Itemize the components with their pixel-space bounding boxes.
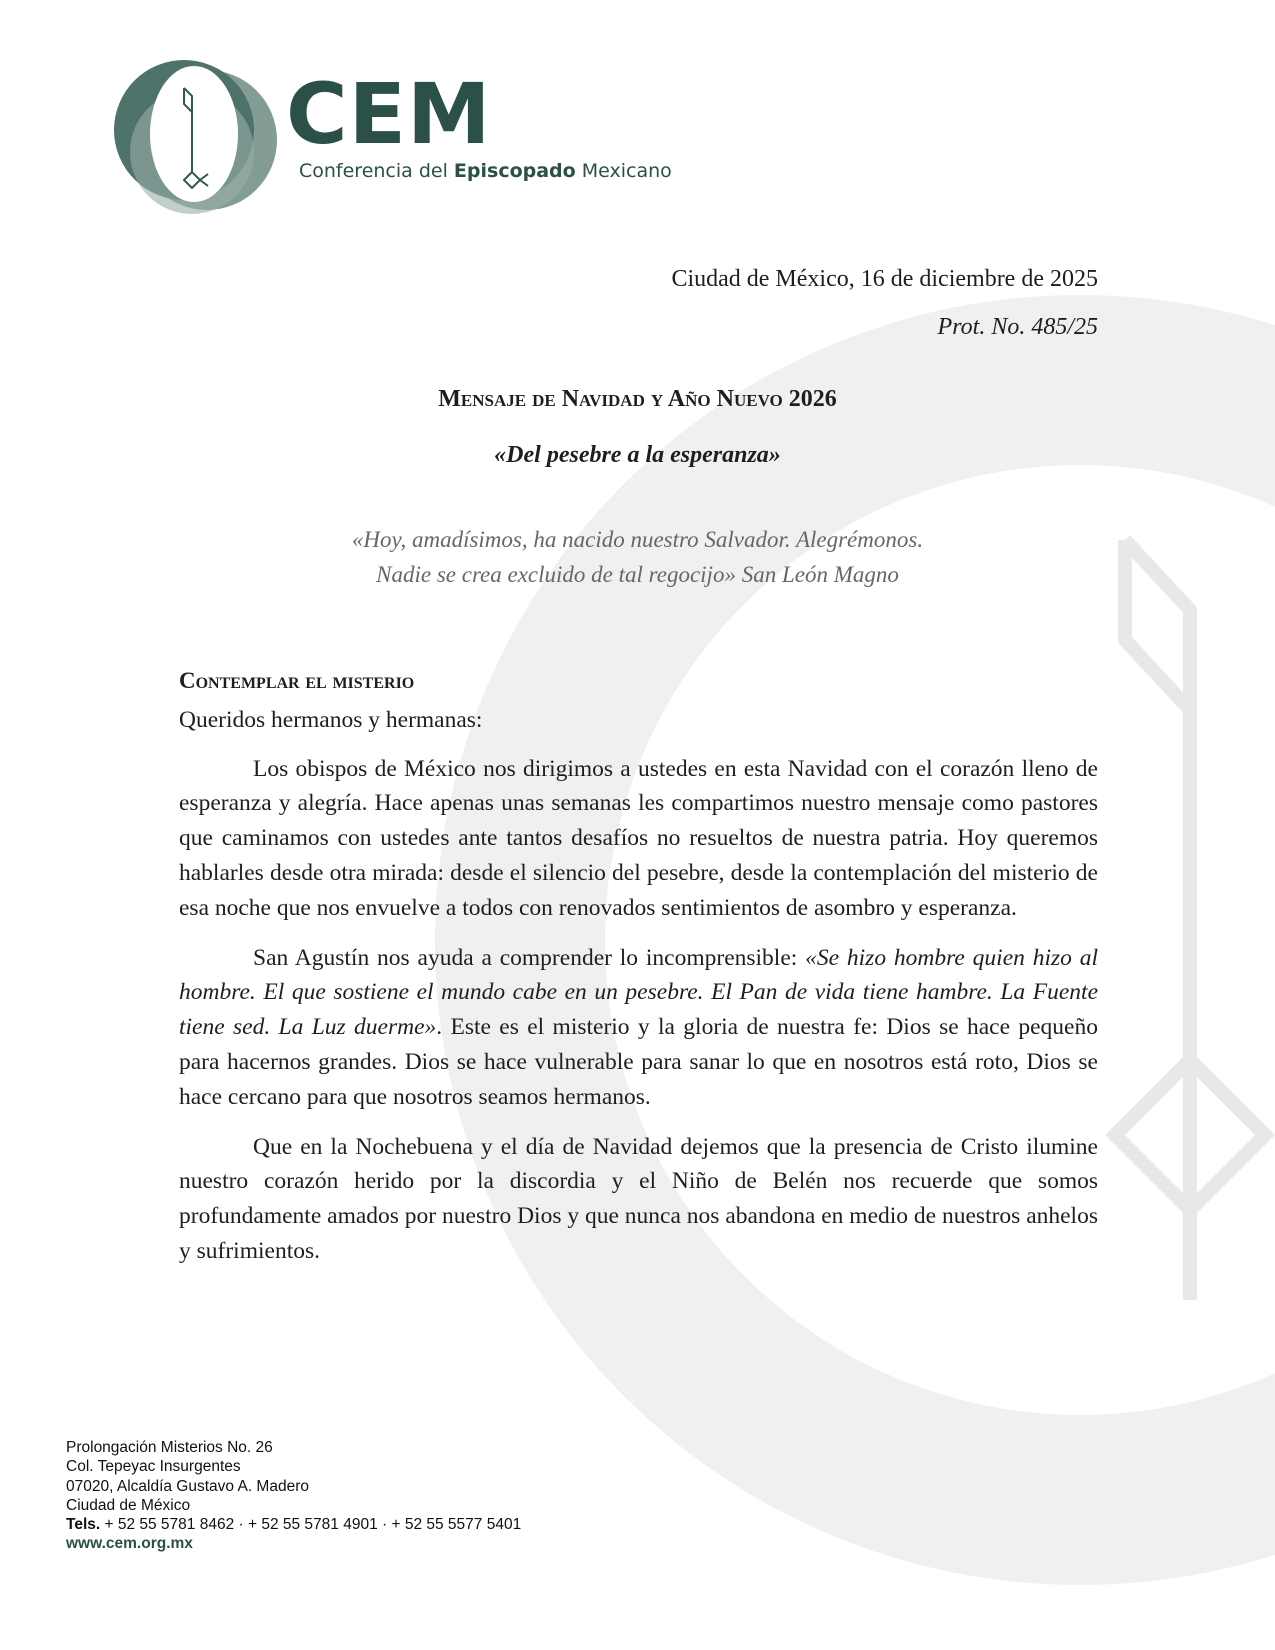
epigraph-line: Nadie se crea excluido de tal regocijo» San León Magno — [376, 562, 899, 587]
document-subtitle: «Del pesebre a la esperanza» — [494, 442, 781, 468]
epigraph — [0, 522, 1275, 592]
address-line: Prolongación Misterios No. 26 — [66, 1439, 273, 1456]
paragraph: San Agustín nos ayuda a comprender lo incomprensible: «Se hizo hombre quien hizo al hombre. El que sostiene el mundo cabe en un pesebre. El Pan de vida tiene hambre. La Fuente tiene sed. La Luz duerme». Este es el misterio y la gloria de nuestra fe: Dios se hace pequeño para hacernos grandes. Dios se hace vulnerable para sanar lo que en nosotros está roto, Dios se hace cercano para que nosotros seamos hermanos. — [179, 944, 1098, 1110]
section-heading: Contemplar el misterio — [179, 668, 415, 693]
letter-body — [179, 664, 1098, 1284]
letter-date: Ciudad de México, 16 de diciembre de 2025 — [671, 266, 1098, 292]
address-line: Ciudad de México — [66, 1496, 191, 1514]
paragraph: Los obispos de México nos dirigimos a ustedes en esta Navidad con el corazón lleno de esperanza y alegría. Hace apenas unas semanas les compartimos nuestro mensaje como pastores que caminamos con ustedes ante tantos desafíos no resueltos de nuestra patria. Hoy queremos hablarles desde otra mirada: desde el silencio del pesebre, desde la contemplación del misterio de esa noche que nos envuelve a todos con renovados sentimientos de asombro y esperanza. — [179, 755, 1098, 921]
greeting: Queridos hermanos y hermanas: — [179, 706, 483, 733]
address-line: 07020, Alcaldía Gustavo A. Madero — [66, 1477, 309, 1495]
phone-numbers: Tels. + 52 55 5781 8462 · + 52 55 5781 4901 · + 52 55 5577 5401 — [66, 1516, 522, 1534]
cem-logo-emblem — [112, 52, 277, 217]
document-title: Mensaje de Navidad y Año Nuevo 2026 — [438, 386, 837, 412]
footer-address — [66, 1438, 521, 1554]
logo-title: CEM — [286, 65, 492, 163]
address-line: Col. Tepeyac Insurgentes — [66, 1458, 241, 1476]
logo-subtitle: Conferencia del Episcopado Mexicano — [299, 160, 672, 182]
website-link[interactable]: www.cem.org.mx — [66, 1535, 193, 1553]
protocol-number: Prot. No. 485/25 — [937, 314, 1098, 340]
epigraph-line: «Hoy, amadísimos, ha nacido nuestro Salvador. Alegrémonos. — [351, 527, 924, 552]
paragraph: Que en la Nochebuena y el día de Navidad dejemos que la presencia de Cristo ilumine nuestro corazón herido por la discordia y el Niño de Belén nos recuerde que somos profundamente amados por nuestro Dios y que nunca nos abandona en medio de nuestros anhelos y sufrimientos. — [179, 1133, 1098, 1264]
